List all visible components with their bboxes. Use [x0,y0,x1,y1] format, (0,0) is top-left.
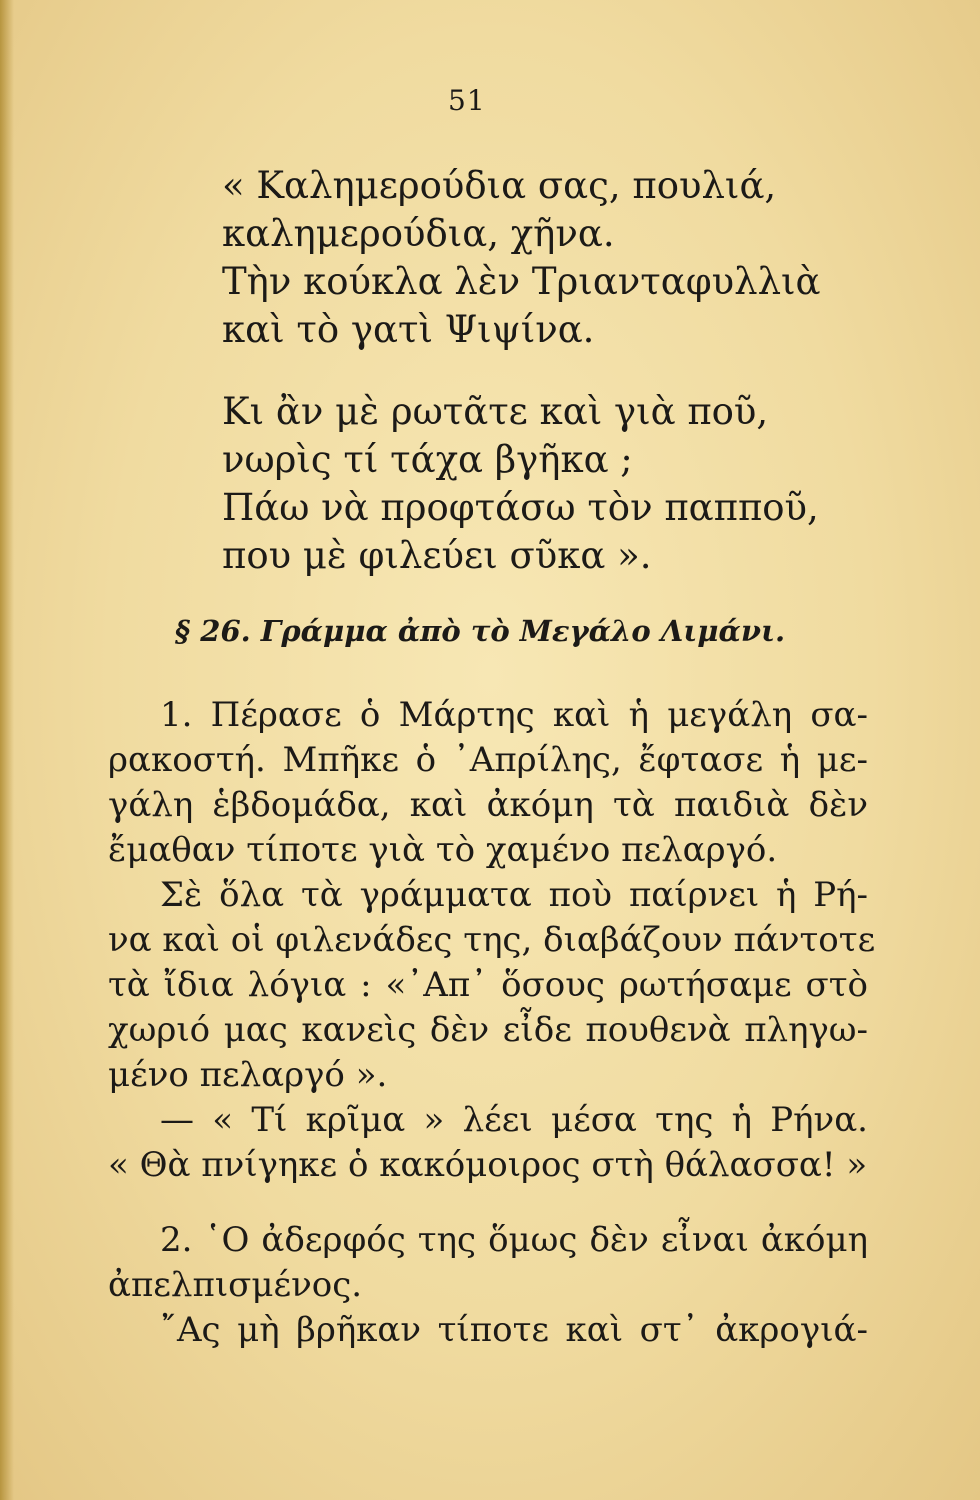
poem-line: καλημερούδια, χῆνα. [222,212,615,255]
poem-line: Κι ἂν μὲ ρωτᾶτε καὶ γιὰ ποῦ, [222,390,769,433]
poem-line: που μὲ φιλεύει σῦκα ». [222,534,652,577]
paragraph-4 [108,1218,868,1353]
paragraph-line: ἔμαθαν τίποτε γιὰ τὸ χαμένο πελαργό. [108,830,778,870]
paragraph-line: Σὲ ὅλα τὰ γράμματα ποὺ παίρνει ἡ Ρή- [160,875,868,915]
poem-line: Πάω νὰ προφτάσω τὸν παπποῦ, [222,486,819,529]
paragraph-line: 1. Πέρασε ὁ Μάρτης καὶ ἡ μεγάλη σα- [160,695,868,735]
paragraph-line: χωριό μας κανεὶς δὲν εἶδε πουθενὰ πληγω- [108,1010,868,1050]
paragraph-line: ἀπελπισμένος. [108,1265,363,1305]
poem-line: καὶ τὸ γατὶ Ψιψίνα. [222,308,595,351]
paragraph-line: ρακοστή. Μπῆκε ὁ ᾿Απρίλης, ἔφτασε ἡ με- [108,740,868,780]
page-number: 51 [448,84,486,117]
paragraph-3 [108,1098,868,1188]
paragraph-line: μένο πελαργό ». [108,1055,388,1095]
paragraph-line: τὰ ἴδια λόγια : «᾿Απ᾿ ὅσους ρωτήσαμε στὸ [108,965,868,1005]
paragraph-1 [108,693,868,873]
paragraph-line: γάλη ἑβδομάδα, καὶ ἀκόμη τὰ παιδιὰ δὲν [108,785,868,825]
paragraph-line: « Θὰ πνίγηκε ὁ κακόμοιρος στὴ θάλασσα! » [108,1145,868,1185]
poem-stanza-2 [222,388,822,580]
paragraph-line: 2. ῾Ο ἀδερφός της ὅμως δὲν εἶναι ἀκόμη [160,1220,868,1260]
paragraph-line: ῎Ας μὴ βρῆκαν τίποτε καὶ στ᾿ ἀκρογιά- [160,1310,868,1350]
paragraph-line: να καὶ οἱ φιλενάδες της, διαβάζουν πάντοτε [108,920,876,960]
paragraph-2 [108,873,876,1098]
section-heading: § 26. Γράμμα ἀπὸ τὸ Μεγάλο Λιμάνι. [175,614,786,648]
poem-stanza-1 [222,162,822,354]
poem-line: νωρὶς τί τάχα βγῆκα ; [222,438,633,481]
poem-line: Τὴν κούκλα λὲν Τριανταφυλλιὰ [222,260,821,303]
page-edge-shadow [0,0,14,1500]
poem-line: « Καλημερούδια σας, πουλιά, [222,164,777,207]
paragraph-line: — « Τί κρῖμα » λέει μέσα της ἡ Ρήνα. [160,1100,868,1140]
